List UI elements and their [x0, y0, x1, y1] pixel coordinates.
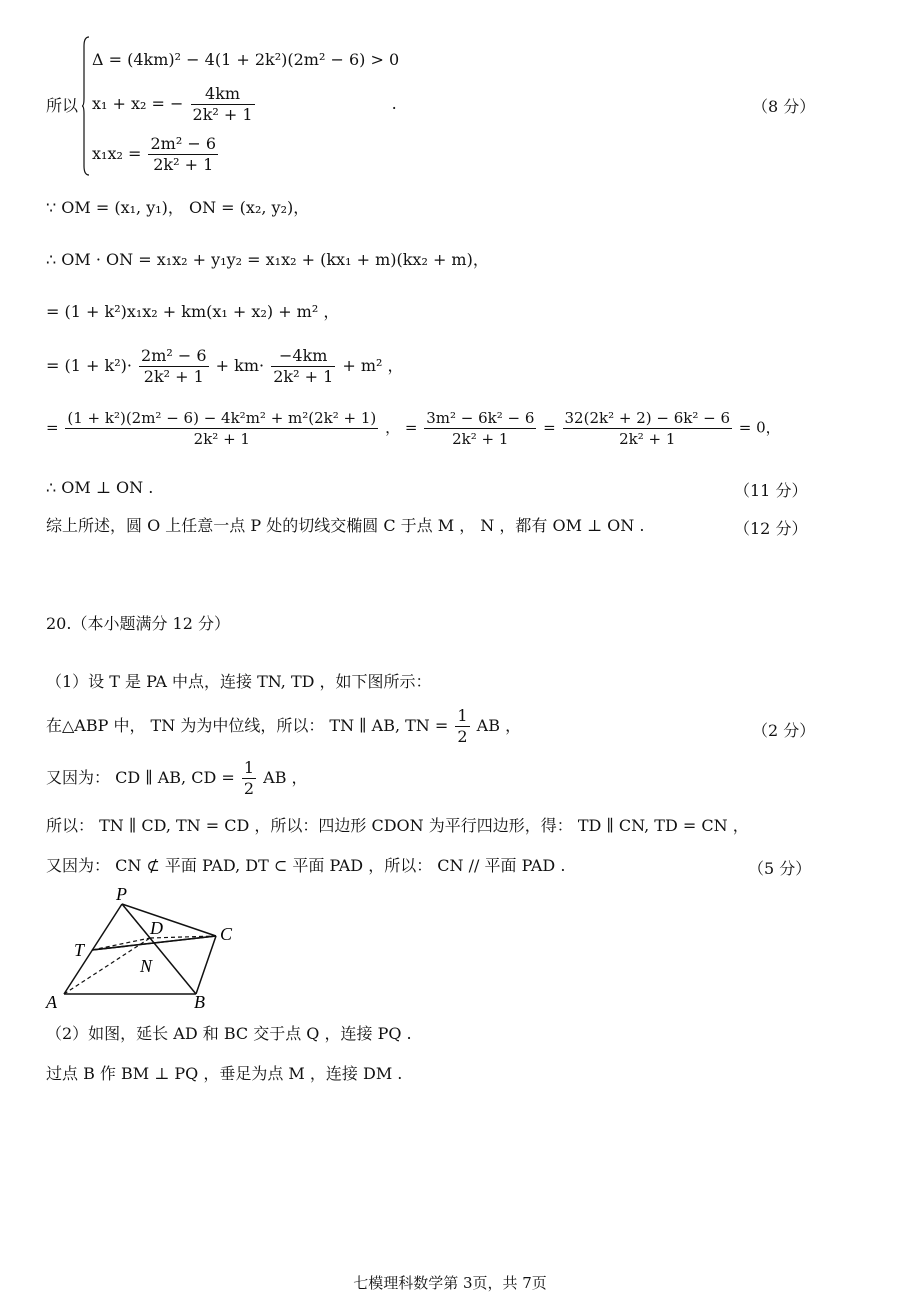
prod-denominator: 2k² + 1: [153, 155, 214, 174]
score-5: （5 分）: [748, 859, 812, 878]
sum-lhs: x₁ + x₂ = −: [92, 94, 184, 113]
midline-pre: 在△ABP 中， TN 为为中位线，所以： TN ∥ AB, TN =: [46, 716, 449, 735]
final-eq: =: [46, 418, 59, 437]
edge-PA: [64, 904, 122, 994]
so-label: 所以: [46, 96, 79, 115]
label-A: A: [46, 992, 57, 1012]
cd-statement: [46, 758, 308, 799]
final-fraction-1: [65, 408, 378, 449]
question-20-title: 20.（本小题满分 12 分）: [46, 614, 230, 633]
part2-construction: 过点 B 作 BM ⊥ PQ ，垂足为点 M ，连接 DM .: [46, 1064, 403, 1083]
prod-numerator: 2m² − 6: [150, 134, 216, 153]
prod-lhs: x₁x₂ =: [92, 144, 142, 163]
system-brace: [82, 36, 90, 176]
score-12: （12 分）: [734, 519, 808, 538]
subst-lead: = (1 + k²)·: [46, 356, 132, 375]
final-fraction-2: [424, 408, 536, 449]
label-B: B: [194, 992, 205, 1012]
final-f2-den: 2k² + 1: [452, 430, 509, 448]
final-fraction-3: [563, 408, 732, 449]
final-f3-den: 2k² + 1: [619, 430, 676, 448]
final-end: = 0，: [738, 418, 781, 437]
parallelogram-statement: 所以： TN ∥ CD, TN = CD ，所以：四边形 CDON 为平行四边形，得： TD ∥ CN, TD = CN ，: [46, 816, 749, 835]
final-f2-num: 3m² − 6k² − 6: [426, 409, 535, 427]
expansion: = (1 + k²)x₁x₂ + km(x₁ + x₂) + m² ，: [46, 302, 340, 321]
score-8: （8 分）: [752, 97, 816, 116]
final-eq2: =: [543, 418, 556, 437]
final-f3-num: 32(2k² + 2) − 6k² − 6: [564, 409, 730, 427]
subst-tail: + m² ，: [342, 356, 404, 375]
midline-statement: [46, 706, 521, 747]
label-T: T: [74, 940, 85, 960]
half-fraction-2: [242, 758, 256, 799]
subst-f1-den: 2k² + 1: [143, 367, 204, 386]
midline-post: AB ，: [476, 716, 522, 735]
subst-fraction-2: [271, 346, 335, 387]
product-of-roots: [92, 134, 220, 175]
sum-numerator: 4km: [191, 84, 255, 105]
final-f1-den: 2k² + 1: [193, 430, 250, 448]
half-den-1: 2: [457, 727, 468, 746]
edge-BC: [196, 936, 216, 994]
score-11: （11 分）: [734, 481, 808, 500]
delta-condition: Δ = (4km)² − 4(1 + 2k²)(2m² − 6) > 0: [92, 50, 400, 69]
sum-period: .: [391, 94, 397, 113]
final-sep: ， =: [385, 418, 418, 437]
plane-parallel-statement: 又因为： CN ⊄ 平面 PAD, DT ⊂ 平面 PAD ，所以： CN // 平面 PAD .: [46, 856, 566, 875]
half-den-2: 2: [243, 779, 255, 798]
prod-fraction: [148, 134, 218, 175]
cd-post: AB ，: [263, 768, 308, 787]
final-f1-num: (1 + k²)(2m² − 6) − 4k²m² + m²(2k² + 1): [67, 409, 377, 427]
part2-intro: （2）如图，延长 AD 和 BC 交于点 Q ，连接 PQ .: [46, 1024, 412, 1043]
summary-statement: 综上所述，圆 O 上任意一点 P 处的切线交椭圆 C 于点 M ， N ，都有 OM ⊥ ON .: [46, 516, 645, 535]
dot-product: ∴ OM · ON = x₁x₂ + y₁y₂ = x₁x₂ + (kx₁ + m)(kx₂ + m)，: [46, 250, 489, 269]
label-C: C: [220, 924, 233, 944]
cd-pre: 又因为： CD ∥ AB, CD =: [46, 768, 235, 787]
subst-f2-num: −4km: [271, 346, 335, 367]
half-num-1: 1: [457, 706, 468, 725]
subst-fraction-1: [139, 346, 209, 387]
subst-mid: + km·: [215, 356, 265, 375]
score-2: （2 分）: [752, 721, 816, 740]
perpendicular-conclusion: ∴ OM ⊥ ON .: [46, 478, 154, 497]
final-simplification: [46, 408, 781, 449]
sum-of-roots: [92, 84, 397, 125]
part1-intro: （1）设 T 是 PA 中点，连接 TN, TD ，如下图所示：: [46, 672, 432, 691]
vector-definition: ∵ OM = (x₁, y₁)， ON = (x₂, y₂)，: [46, 198, 310, 217]
label-P: P: [116, 884, 127, 904]
page-footer: 七模理科数学第 3页，共 7页: [353, 1274, 547, 1292]
half-fraction-1: [455, 706, 469, 747]
sum-denominator: 2k² + 1: [192, 105, 253, 124]
sum-fraction: [191, 84, 255, 125]
label-D: D: [150, 918, 163, 938]
label-N: N: [140, 956, 153, 976]
half-num-2: 1: [243, 758, 255, 777]
subst-f1-num: 2m² − 6: [141, 346, 207, 365]
pyramid-figure: [40, 882, 250, 1012]
substitution: [46, 346, 404, 387]
subst-f2-den: 2k² + 1: [273, 367, 334, 386]
